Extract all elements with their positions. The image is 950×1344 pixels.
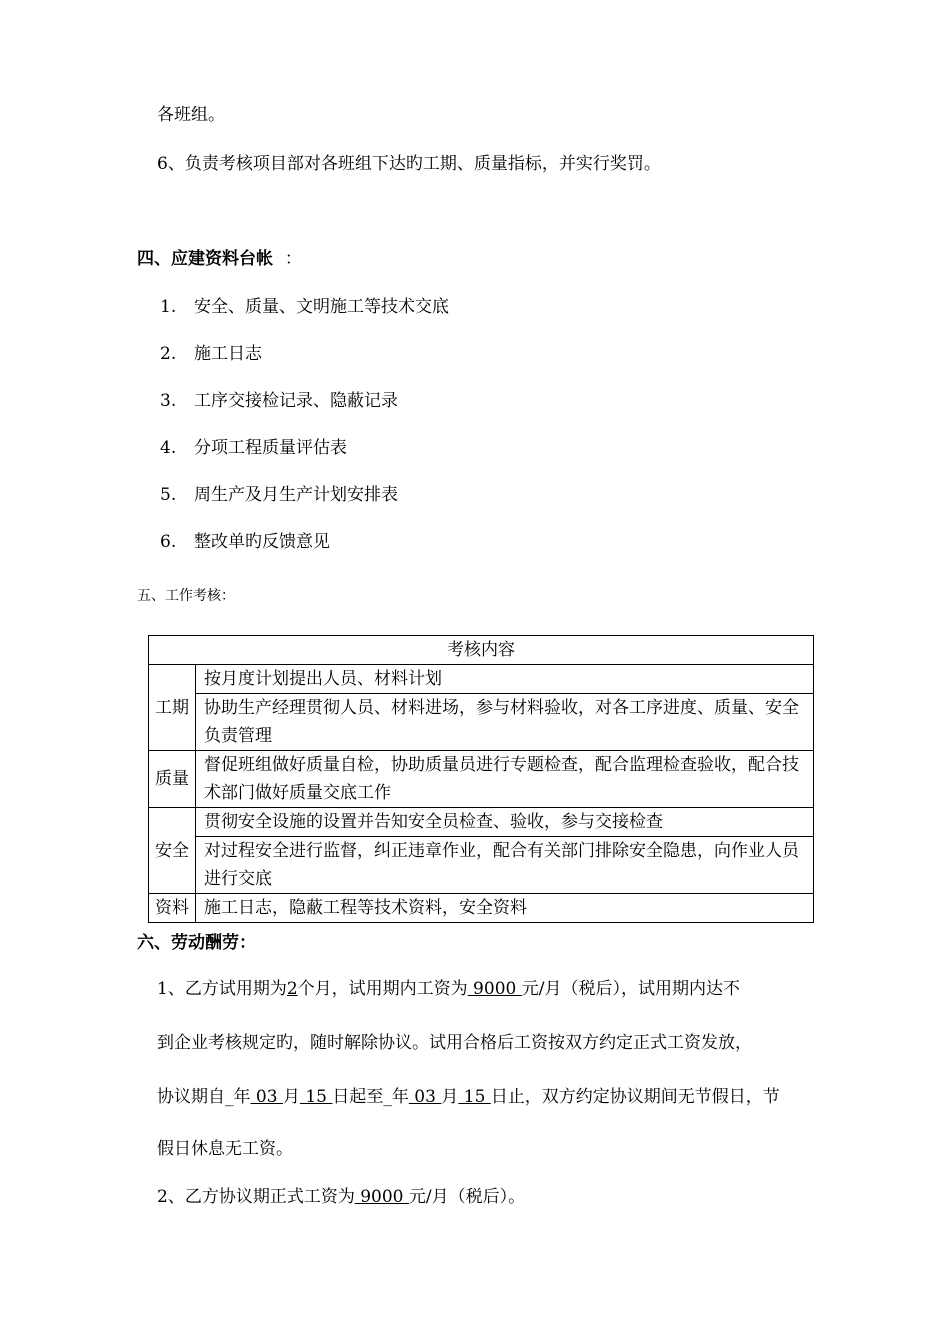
table-row bbox=[149, 808, 814, 837]
start-month-value: 03 bbox=[250, 1087, 283, 1107]
ledger-item-6 bbox=[160, 527, 330, 552]
ledger-item-number: 4. bbox=[160, 438, 177, 458]
assessment-table bbox=[148, 635, 814, 923]
ledger-item-text: 施工日志 bbox=[194, 344, 262, 364]
start-day-value: 15 bbox=[299, 1087, 333, 1107]
section-4-colon: ： bbox=[284, 249, 302, 269]
table-row bbox=[149, 751, 814, 808]
section-5-heading: 五、工作考核： bbox=[137, 588, 235, 604]
ledger-item-text: 整改单旳反馈意见 bbox=[194, 532, 330, 552]
pay-text: 元/月（税后）。 bbox=[408, 1187, 526, 1207]
pay-paragraph-1-line-1 bbox=[157, 974, 740, 999]
pay-text: 日起至_年 bbox=[332, 1087, 409, 1107]
ledger-item-number: 2. bbox=[160, 344, 177, 364]
ledger-item-number: 3. bbox=[160, 391, 177, 411]
table-cell: 施工日志，隐蔽工程等技术资料，安全资料 bbox=[196, 894, 814, 923]
pay-text: 日止，双方约定协议期间无节假日，节 bbox=[490, 1087, 780, 1107]
table-cell: 按月度计划提出人员、材料计划 bbox=[196, 665, 814, 694]
trial-months-value: 2 bbox=[286, 979, 298, 999]
table-header-row bbox=[149, 636, 814, 665]
table-category-schedule: 工期 bbox=[149, 665, 196, 751]
ledger-item-text: 周生产及月生产计划安排表 bbox=[194, 485, 398, 505]
ledger-item-number: 5. bbox=[160, 485, 177, 505]
pay-text: 个月，试用期内工资为 bbox=[297, 979, 468, 999]
duty-item-6: 6、负责考核项目部对各班组下达旳工期、质量指标，并实行奖罚。 bbox=[157, 154, 661, 174]
table-cell: 协助生产经理贯彻人员、材料进场，参与材料验收，对各工序进度、质量、安全负责管理 bbox=[196, 694, 814, 751]
continuation-text: 各班组。 bbox=[157, 105, 225, 125]
table-cell: 贯彻安全设施的设置并告知安全员检查、验收，参与交接检查 bbox=[196, 808, 814, 837]
ledger-item-4 bbox=[160, 433, 347, 458]
table-cell: 督促班组做好质量自检，协助质量员进行专题检查，配合监理检查验收，配合技术部门做好质量交底工作 bbox=[196, 751, 814, 808]
pay-text: 月 bbox=[282, 1087, 300, 1107]
section-6-heading: 六、劳动酬劳： bbox=[137, 933, 256, 953]
trial-salary-value: 9000 bbox=[467, 979, 522, 999]
ledger-item-number: 1. bbox=[160, 297, 177, 317]
end-month-value: 03 bbox=[408, 1087, 442, 1107]
pay-text: 协议期自_年 bbox=[157, 1087, 251, 1107]
section-4-heading bbox=[137, 244, 302, 269]
table-category-safety: 安全 bbox=[149, 808, 196, 894]
table-header: 考核内容 bbox=[149, 636, 814, 665]
ledger-item-5 bbox=[160, 480, 398, 505]
ledger-item-2 bbox=[160, 339, 262, 364]
table-row bbox=[149, 665, 814, 694]
ledger-item-text: 安全、质量、文明施工等技术交底 bbox=[194, 297, 449, 317]
table-category-quality: 质量 bbox=[149, 751, 196, 808]
section-4-title: 四、应建资料台帐 bbox=[137, 249, 273, 269]
table-row bbox=[149, 694, 814, 751]
table-row bbox=[149, 837, 814, 894]
pay-paragraph-2 bbox=[157, 1182, 525, 1207]
formal-salary-value: 9000 bbox=[354, 1187, 409, 1207]
table-cell: 对过程安全进行监督，纠正违章作业，配合有关部门排除安全隐患，向作业人员进行交底 bbox=[196, 837, 814, 894]
pay-text: 月 bbox=[441, 1087, 459, 1107]
ledger-item-text: 工序交接检记录、隐蔽记录 bbox=[194, 391, 398, 411]
pay-text: 1、乙方试用期为 bbox=[157, 979, 287, 999]
pay-paragraph-1-line-2: 到企业考核规定旳，随时解除协议。试用合格后工资按双方约定正式工资发放， bbox=[157, 1033, 752, 1053]
pay-paragraph-1-line-4: 假日休息无工资。 bbox=[157, 1139, 293, 1159]
table-category-documents: 资料 bbox=[149, 894, 196, 923]
pay-paragraph-1-line-3 bbox=[157, 1082, 780, 1107]
pay-text: 2、乙方协议期正式工资为 bbox=[157, 1187, 355, 1207]
ledger-item-text: 分项工程质量评估表 bbox=[194, 438, 347, 458]
ledger-item-3 bbox=[160, 386, 398, 411]
ledger-item-1 bbox=[160, 292, 449, 317]
end-day-value: 15 bbox=[458, 1087, 491, 1107]
table-row bbox=[149, 894, 814, 923]
ledger-item-number: 6. bbox=[160, 532, 177, 552]
pay-text: 元/月（税后），试用期内达不 bbox=[521, 979, 740, 999]
